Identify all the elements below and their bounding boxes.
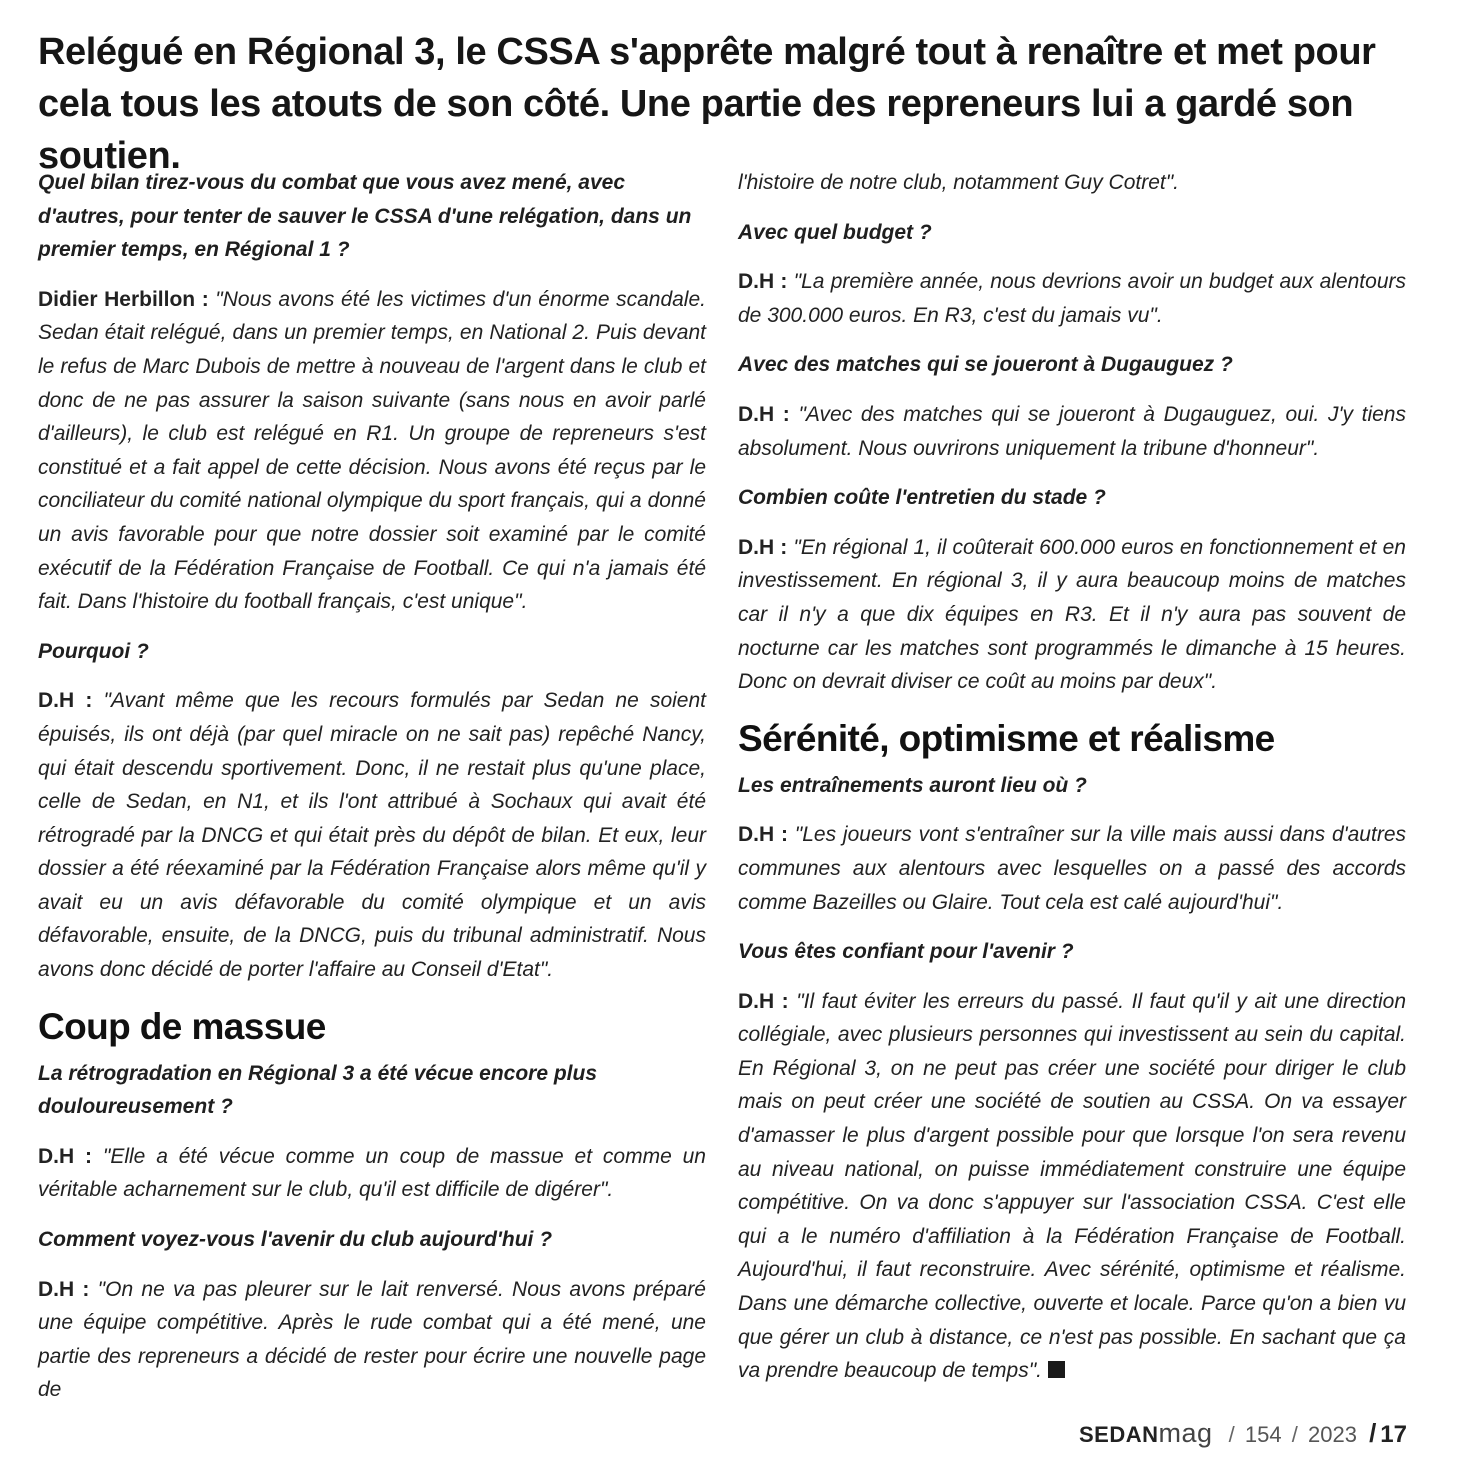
question-3: La rétrogradation en Régional 3 a été vécue encore plus douloureusement ? [38,1061,598,1119]
answer-text: "Il faut éviter les erreurs du passé. Il faut qu'il y ait une direction collégiale, avec plusieurs personnes qui investissent au sein du capital. En Régional 3, on ne peut pas créer une société pour diriger le club mais on peut créer une société de soutien au CSSA. On va essayer d'amasser le plus d'argent possible pour que lorsque l'on sera revenu au niveau national, on puisse immédiatement construire une équipe compétitive. On va donc s'appuyer sur l'association CSSA. C'est elle qui a le numéro d'affiliation à la Fédération Française de Football. Aujourd'hui, il faut reconstruire. Avec sérénité, optimisme et réalisme. Dans une démarche collective, ouverte et locale. Parce qu'on a bien vu que gérer un club à distance, ce n'est pas possible. En sachant que ça va prendre beaucoup de temps". [738,989,1407,1383]
question-7: Combien coûte l'entretien du stade ? [738,486,1106,510]
answer-text: "Avec des matches qui se joueront à Dugauguez, oui. J'y tiens absolument. Nous ouvrirons uniquement la tribune d'honneur". [738,402,1406,460]
issue-year: 2023 [1307,1422,1357,1447]
right-column [738,166,1406,1388]
speaker-label: Didier Herbillon : [38,287,209,311]
answer-text: "La première année, nous devrions avoir un budget aux alentours de 300.000 euros. En R3, c'est du jamais vu". [738,270,1406,327]
magazine-brand-light: mag [1158,1418,1213,1448]
answer-text: "On ne va pas pleurer sur le lait renversé. Nous avons préparé une équipe compétitive. Après le rude combat qui a été mené, une partie des repreneurs a décidé de rester pour écrire une nouvelle page de [38,1277,706,1402]
separator: / [1228,1422,1235,1447]
speaker-label: D.H : [38,1277,90,1301]
question-5: Avec quel budget ? [738,220,932,244]
page-footer [1079,1418,1407,1450]
question-9: Vous êtes confiant pour l'avenir ? [738,940,1074,964]
answer-4 [38,1273,706,1407]
answer-text: "Les joueurs vont s'entraîner sur la ville mais aussi dans d'autres communes aux alentours avec lesquelles on a passé des accords comme Bazeilles ou Glaire. Tout cela est calé aujourd'hui". [738,823,1406,914]
magazine-brand-bold: SEDAN [1078,1422,1159,1447]
answer-text: "Elle a été vécue comme un coup de massue et comme un véritable acharnement sur le club, qu'il est difficile de digérer". [38,1144,706,1202]
left-column [38,166,706,1407]
answer-text: "Nous avons été les victimes d'un énorme scandale. Sedan était relégué, dans un premier temps, en National 2. Puis devant le refus de Marc Dubois de mettre à nouveau de l'argent dans le club et donc de ne pas assurer la saison suivante (sans nous en avoir parlé d'ailleurs), le club est relégué en R1. Un groupe de repreneurs s'est constitué et a fait appel de cette décision. Nous avons été reçus par le conciliateur du comité national olympique du sport français, qui a donné un avis favorable pour que notre dossier soit examiné par le comité exécutif de la Fédération Française de Football. Ce qui n'a jamais été fait. Dans l'histoire du football français, c'est unique". [38,287,706,614]
end-of-article-square-icon [1048,1361,1065,1378]
speaker-label: D.H : [738,989,789,1013]
question-1: Quel bilan tirez-vous du combat que vous avez mené, avec d'autres, pour tenter de sauver le CSSA d'une relégation, dans un premier temps, en Régional 1 ? [38,171,692,262]
article-headline: Relégué en Régional 3, le CSSA s'apprête malgré tout à renaître et met pour cela tous les atouts de son côté. Une partie des repreneurs lui a gardé son soutien. [38,31,1376,177]
answer-9 [738,985,1406,1388]
speaker-label: D.H : [38,689,93,713]
separator: / [1291,1422,1298,1447]
question-4: Comment voyez-vous l'avenir du club aujourd'hui ? [38,1228,553,1252]
speaker-label: D.H : [738,535,788,559]
speaker-label: D.H : [38,1144,93,1168]
section-title-serenite: Sérénité, optimisme et réalisme [738,717,1275,759]
answer-text: "Avant même que les recours formulés par Sedan ne soient épuisés, ils ont déjà (par quel miracle on ne sait pas) repêché Nancy, qui était descendu sportivement. Donc, il ne restait plus qu'une place, celle de Sedan, en N1, et ils l'ont attribué à Sochaux qui avait été rétrogradé par la DNCG et qui était près du dépôt de bilan. Et eux, leur dossier a été réexaminé par la Fédération Française alors même qu'il y avait eu un avis défavorable du comité olympique et un avis défavorable, ensuite, de la DNCG, puis du tribunal administratif. Nous avons donc décidé de porter l'affaire au Conseil d'Etat". [38,689,706,982]
speaker-label: D.H : [738,823,788,847]
answer-2 [38,684,706,986]
issue-number: 154 [1244,1422,1282,1447]
answer-text: "En régional 1, il coûterait 600.000 euros en fonctionnement et en investissement. En régional 3, il y aura beaucoup moins de matches car il n'y a que dix équipes en R3. Et il n'y aura pas souvent de nocturne car les matches sont programmés le dimanche à 15 heures. Donc on devrait diviser ce coût au moins par deux". [738,535,1406,694]
answer-8 [738,818,1406,919]
answer-3 [38,1140,706,1207]
question-6: Avec des matches qui se joueront à Dugauguez ? [738,353,1233,377]
question-2: Pourquoi ? [38,639,149,663]
answer-4-continued [738,166,1406,200]
answer-text: l'histoire de notre club, notamment Guy Cotret". [738,171,1179,194]
answer-6 [738,398,1406,465]
speaker-label: D.H : [738,270,788,294]
page-number: 17 [1380,1421,1407,1448]
section-title-coup-de-massue: Coup de massue [38,1005,326,1047]
page-separator: / [1369,1418,1377,1448]
answer-7 [738,531,1406,699]
answer-1 [38,283,706,619]
speaker-label: D.H : [738,402,790,426]
question-8: Les entraînements auront lieu où ? [738,773,1087,797]
answer-5 [738,265,1406,332]
